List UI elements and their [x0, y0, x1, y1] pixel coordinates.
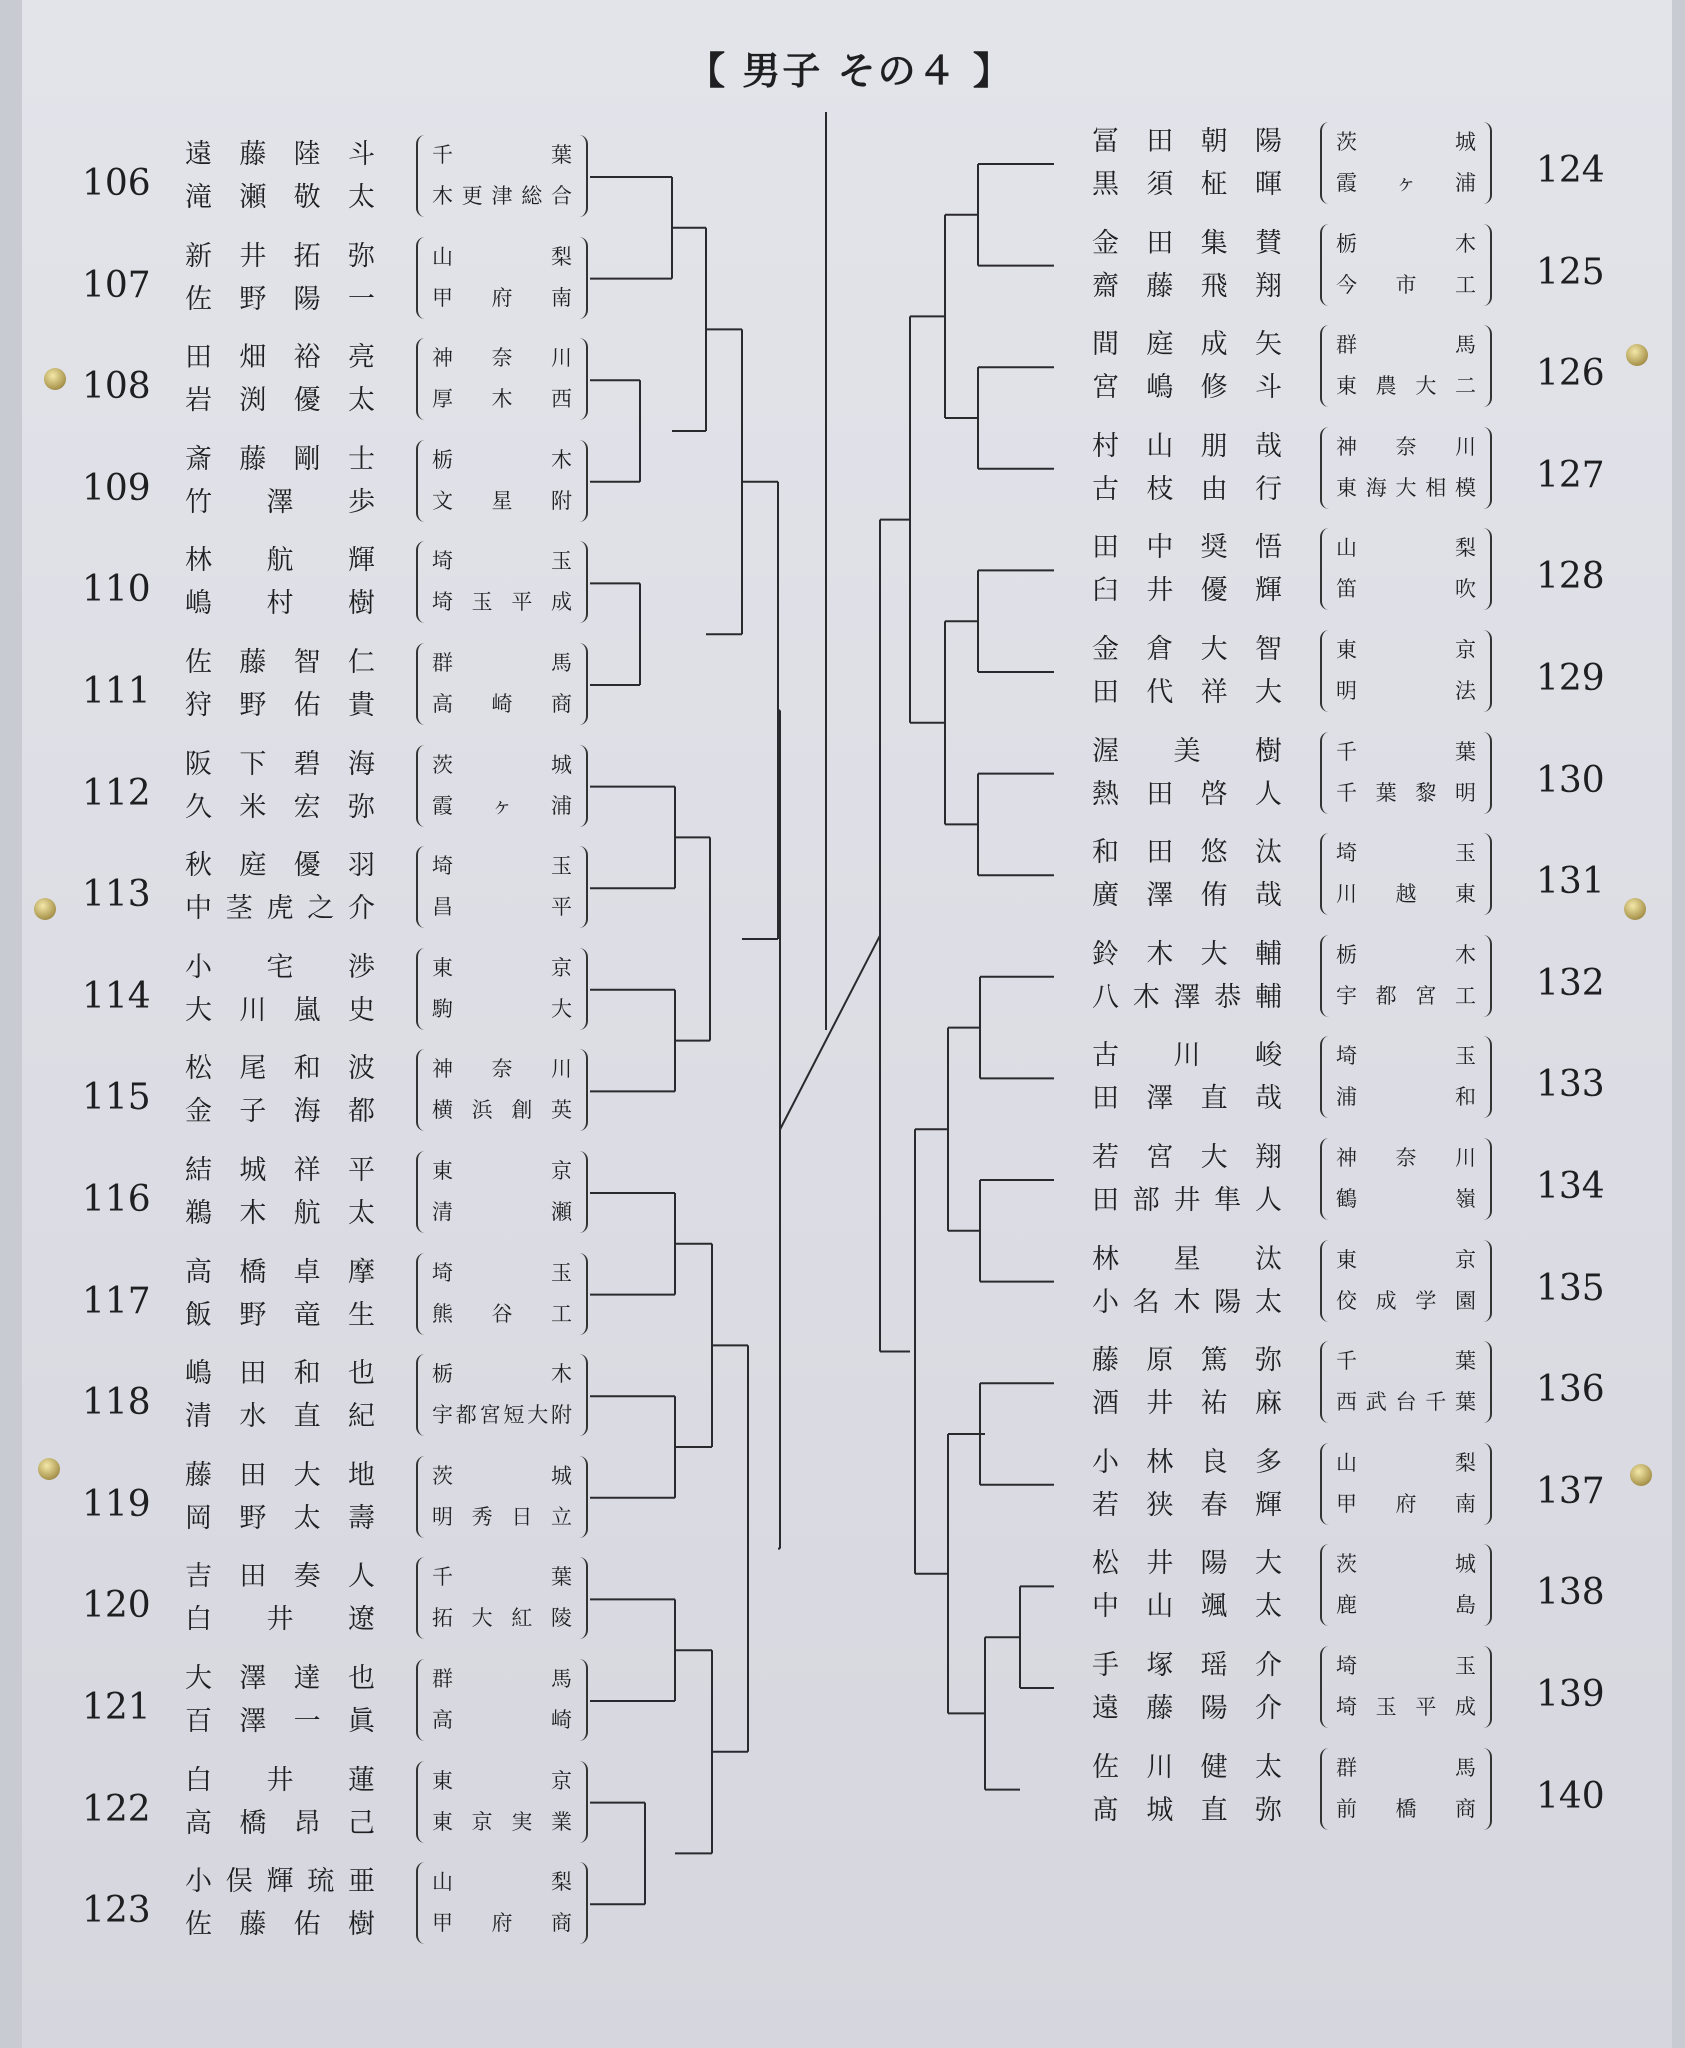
school-brace — [1320, 732, 1492, 814]
school-label: 西 武 台 千 葉 — [1336, 1390, 1476, 1415]
player-name: 間 庭 成 矢 — [1092, 329, 1282, 361]
school-brace — [1320, 1646, 1492, 1728]
player-name: 滝 瀬 敬 太 — [185, 182, 375, 213]
match-number: 125 — [1536, 251, 1605, 293]
player-name: 黒 須 柾 暉 — [1092, 169, 1282, 200]
prefecture-label: 山 梨 — [432, 244, 572, 269]
prefecture-label: 神 奈 川 — [1336, 434, 1476, 459]
player-name: 冨 田 朝 陽 — [1092, 126, 1282, 157]
player-name: 廣 澤 侑 哉 — [1092, 880, 1282, 912]
match-number: 114 — [82, 975, 151, 1017]
prefecture-label: 千 葉 — [432, 143, 572, 167]
school-label: 埼 玉 平 成 — [1336, 1695, 1476, 1719]
player-name: 白 井 蓮 — [185, 1764, 375, 1796]
player-names — [1092, 933, 1282, 1019]
prefecture-label: 栃 木 — [1336, 942, 1476, 967]
match-entry-136 — [0, 1339, 1685, 1441]
player-name: 古 川 峻 — [1092, 1040, 1282, 1072]
player-name: 田 部 井 隼 人 — [1092, 1185, 1282, 1216]
player-name: 鵜 木 航 太 — [185, 1198, 375, 1229]
player-name: 手 塚 瑶 介 — [1092, 1650, 1282, 1681]
player-name: 鈴 木 大 輔 — [1092, 938, 1282, 970]
player-names — [1092, 1644, 1282, 1730]
school-label: 鶴 嶺 — [1336, 1187, 1476, 1211]
player-names — [1092, 1746, 1282, 1832]
player-name: 嶋 田 和 也 — [185, 1358, 375, 1390]
match-number: 137 — [1536, 1470, 1605, 1512]
school-label: 霞 ヶ 浦 — [1336, 171, 1476, 195]
player-name: 高 橋 昂 己 — [185, 1807, 375, 1839]
prefecture-label: 埼 玉 — [1336, 1044, 1476, 1069]
player-name: 岩 渕 優 太 — [185, 385, 375, 417]
player-name: 熱 田 啓 人 — [1092, 778, 1282, 810]
school-label: 前 橋 商 — [1336, 1796, 1476, 1821]
player-name: 金 田 集 賛 — [1092, 227, 1282, 259]
player-name: 佐 川 健 太 — [1092, 1751, 1282, 1783]
prefecture-label: 栃 木 — [432, 1362, 572, 1387]
prefecture-label: 栃 木 — [432, 447, 572, 472]
player-name: 渥 美 樹 — [1092, 735, 1282, 767]
player-name: 田 畑 裕 亮 — [185, 342, 375, 374]
player-name: 嶋 村 樹 — [185, 588, 375, 620]
match-number: 134 — [1536, 1166, 1605, 1207]
match-number: 129 — [1536, 658, 1605, 699]
school-label: 甲 府 南 — [1336, 1491, 1476, 1516]
match-entry-138 — [0, 1542, 1685, 1644]
match-number: 110 — [82, 569, 151, 611]
player-name: 白 井 遼 — [185, 1604, 375, 1636]
prefecture-label: 茨 城 — [432, 752, 572, 777]
player-name: 臼 井 優 輝 — [1092, 575, 1282, 607]
prefecture-label: 東 京 — [432, 955, 572, 980]
school-label: 横 浜 創 英 — [432, 1098, 572, 1123]
pin-icon — [38, 1458, 60, 1480]
match-number: 139 — [1536, 1674, 1605, 1715]
school-brace — [416, 1862, 588, 1944]
player-names — [1092, 120, 1282, 206]
player-name: 高 橋 卓 摩 — [185, 1256, 375, 1288]
school-label: 駒 大 — [432, 996, 572, 1021]
prefecture-label: 山 梨 — [1336, 1450, 1476, 1475]
school-label: 東 農 大 二 — [1336, 374, 1476, 399]
player-name: 小 俣 輝 琉 亜 — [185, 1866, 375, 1898]
player-name: 宮 嶋 修 斗 — [1092, 372, 1282, 404]
player-name: 遠 藤 陽 介 — [1092, 1693, 1282, 1724]
player-names — [1092, 831, 1282, 917]
pin-icon — [1624, 898, 1646, 920]
player-name: 大 川 嵐 史 — [185, 994, 375, 1026]
player-name: 酒 井 祐 麻 — [1092, 1388, 1282, 1420]
school-label: 厚 木 西 — [432, 387, 572, 412]
school-label: 甲 府 南 — [432, 285, 572, 310]
match-number: 131 — [1536, 861, 1605, 903]
player-name: 髙 城 直 弥 — [1092, 1794, 1282, 1826]
player-name: 齋 藤 飛 翔 — [1092, 270, 1282, 302]
match-number: 124 — [1536, 150, 1605, 191]
match-number: 106 — [82, 163, 151, 204]
school-brace — [1320, 122, 1492, 204]
player-name: 藤 田 大 地 — [185, 1459, 375, 1491]
match-number: 122 — [82, 1788, 151, 1830]
player-name: 金 倉 大 智 — [1092, 634, 1282, 665]
school-brace — [1320, 224, 1492, 306]
match-number: 121 — [82, 1687, 151, 1728]
school-label: 高 崎 商 — [432, 692, 572, 716]
match-entry-137 — [0, 1441, 1685, 1543]
prefecture-label: 神 奈 川 — [1336, 1146, 1476, 1170]
match-number: 120 — [82, 1585, 151, 1627]
prefecture-label: 茨 城 — [432, 1463, 572, 1488]
prefecture-label: 山 梨 — [432, 1870, 572, 1895]
player-name: 小 林 良 多 — [1092, 1446, 1282, 1478]
match-number: 119 — [82, 1483, 151, 1525]
match-number: 135 — [1536, 1267, 1605, 1309]
school-brace — [1320, 1036, 1492, 1118]
player-name: 結 城 祥 平 — [185, 1155, 375, 1186]
player-names — [1092, 425, 1282, 511]
school-label: 埼 玉 平 成 — [432, 590, 572, 615]
school-brace — [1320, 427, 1492, 509]
match-entry-130 — [0, 730, 1685, 832]
player-name: 若 狭 春 輝 — [1092, 1489, 1282, 1521]
player-names — [1092, 1542, 1282, 1628]
school-brace — [1320, 935, 1492, 1017]
school-label: 笛 吹 — [1336, 577, 1476, 602]
player-name: 中 山 颯 太 — [1092, 1591, 1282, 1623]
prefecture-label: 埼 玉 — [1336, 841, 1476, 866]
prefecture-label: 東 京 — [1336, 638, 1476, 662]
player-name: 和 田 悠 汰 — [1092, 837, 1282, 869]
player-name: 岡 野 太 壽 — [185, 1502, 375, 1534]
prefecture-label: 群 馬 — [432, 651, 572, 675]
prefecture-label: 茨 城 — [1336, 1552, 1476, 1577]
school-label: 高 崎 — [432, 1708, 572, 1732]
player-name: 林 星 汰 — [1092, 1243, 1282, 1275]
player-name: 大 澤 達 也 — [185, 1663, 375, 1694]
school-brace — [1320, 1240, 1492, 1322]
match-number: 140 — [1536, 1775, 1605, 1817]
school-label: 千 葉 黎 明 — [1336, 780, 1476, 805]
match-number: 107 — [82, 264, 151, 306]
match-entry-126 — [0, 323, 1685, 425]
player-names — [1092, 1238, 1282, 1324]
player-name: 八 木 澤 恭 輔 — [1092, 981, 1282, 1013]
prefecture-label: 神 奈 川 — [432, 346, 572, 371]
pin-icon — [34, 898, 56, 920]
match-number: 112 — [82, 772, 151, 814]
match-number: 136 — [1536, 1369, 1605, 1411]
match-number: 109 — [82, 467, 151, 509]
school-brace — [1320, 325, 1492, 407]
school-label: 文 星 附 — [432, 488, 572, 513]
school-brace — [1320, 1341, 1492, 1423]
player-name: 新 井 拓 弥 — [185, 240, 375, 272]
player-name: 金 子 海 都 — [185, 1096, 375, 1128]
player-name: 村 山 朋 哉 — [1092, 430, 1282, 462]
school-label: 川 越 東 — [1336, 882, 1476, 907]
player-name: 清 水 直 紀 — [185, 1401, 375, 1433]
page-title: 【 男子 その４ 】 — [687, 48, 1013, 93]
player-name: 若 宮 大 翔 — [1092, 1142, 1282, 1173]
match-number: 128 — [1536, 556, 1605, 598]
prefecture-label: 東 京 — [1336, 1247, 1476, 1272]
match-entry-133 — [0, 1034, 1685, 1136]
school-label: 宇 都 宮 工 — [1336, 983, 1476, 1008]
pin-icon — [1626, 344, 1648, 366]
match-number: 126 — [1536, 353, 1605, 395]
school-label: 東 海 大 相 模 — [1336, 475, 1476, 500]
school-label: 拓 大 紅 陵 — [432, 1606, 572, 1631]
prefecture-label: 群 馬 — [1336, 1755, 1476, 1780]
match-number: 117 — [82, 1280, 151, 1322]
player-names — [1092, 222, 1282, 308]
player-name: 佐 藤 佑 樹 — [185, 1909, 375, 1941]
pin-icon — [44, 368, 66, 390]
match-number: 115 — [82, 1077, 151, 1119]
match-number: 118 — [82, 1382, 151, 1424]
player-name: 小 宅 渉 — [185, 951, 375, 983]
player-name: 竹 澤 歩 — [185, 486, 375, 518]
player-names — [1092, 628, 1282, 714]
player-name: 田 代 祥 大 — [1092, 677, 1282, 708]
player-name: 百 澤 一 眞 — [185, 1706, 375, 1737]
school-brace — [1320, 1544, 1492, 1626]
match-entry-131 — [0, 831, 1685, 933]
match-entry-134 — [0, 1136, 1685, 1238]
match-entry-132 — [0, 933, 1685, 1035]
player-names — [1092, 1136, 1282, 1222]
player-name: 古 枝 由 行 — [1092, 473, 1282, 505]
school-label: 明 法 — [1336, 679, 1476, 703]
match-number: 123 — [82, 1890, 151, 1932]
school-brace — [1320, 1138, 1492, 1220]
match-number: 113 — [82, 874, 151, 916]
player-name: 斎 藤 剛 士 — [185, 443, 375, 475]
prefecture-label: 千 葉 — [1336, 739, 1476, 764]
match-number: 133 — [1536, 1064, 1605, 1106]
prefecture-label: 千 葉 — [1336, 1349, 1476, 1374]
player-name: 久 米 宏 弥 — [185, 791, 375, 823]
match-number: 130 — [1536, 759, 1605, 801]
prefecture-label: 埼 玉 — [1336, 1654, 1476, 1678]
player-name: 松 尾 和 波 — [185, 1053, 375, 1085]
player-name: 飯 野 竜 生 — [185, 1299, 375, 1331]
pin-icon — [1630, 1464, 1652, 1486]
prefecture-label: 群 馬 — [432, 1667, 572, 1691]
player-name: 遠 藤 陸 斗 — [185, 139, 375, 170]
player-name: 林 航 輝 — [185, 545, 375, 577]
player-names — [1092, 1441, 1282, 1527]
match-number: 138 — [1536, 1572, 1605, 1614]
prefecture-label: 埼 玉 — [432, 549, 572, 574]
player-names — [1092, 1034, 1282, 1120]
match-entry-140 — [0, 1746, 1685, 1848]
school-label: 熊 谷 工 — [432, 1301, 572, 1326]
school-label: 昌 平 — [432, 895, 572, 920]
match-number: 132 — [1536, 962, 1605, 1004]
prefecture-label: 東 京 — [432, 1768, 572, 1793]
school-label: 佼 成 学 園 — [1336, 1288, 1476, 1313]
player-names — [1092, 730, 1282, 816]
player-name: 阪 下 碧 海 — [185, 748, 375, 780]
prefecture-label: 神 奈 川 — [432, 1057, 572, 1082]
match-number: 127 — [1536, 454, 1605, 496]
prefecture-label: 山 梨 — [1336, 536, 1476, 561]
player-name: 狩 野 佑 貴 — [185, 690, 375, 721]
player-name: 秋 庭 優 羽 — [185, 850, 375, 882]
school-label: 東 京 実 業 — [432, 1809, 572, 1834]
player-names — [1092, 323, 1282, 409]
prefecture-label: 群 馬 — [1336, 333, 1476, 358]
player-name: 松 井 陽 大 — [1092, 1548, 1282, 1580]
school-brace — [1320, 1748, 1492, 1830]
match-number: 111 — [82, 671, 151, 712]
player-name: 吉 田 奏 人 — [185, 1561, 375, 1593]
player-names — [185, 1860, 375, 1946]
school-brace — [1320, 833, 1492, 915]
school-label: 宇 都 宮 短 大 附 — [432, 1403, 572, 1428]
prefecture-label: 埼 玉 — [432, 1260, 572, 1285]
school-label: 清 瀬 — [432, 1200, 572, 1224]
player-names — [1092, 526, 1282, 612]
prefecture-label: 東 京 — [432, 1159, 572, 1183]
school-brace — [1320, 528, 1492, 610]
school-label: 霞 ヶ 浦 — [432, 793, 572, 818]
school-brace — [1320, 630, 1492, 712]
match-entry-123 — [0, 1860, 1685, 1962]
school-label: 明 秀 日 立 — [432, 1504, 572, 1529]
match-number: 116 — [82, 1179, 151, 1220]
prefecture-label: 埼 玉 — [432, 854, 572, 879]
player-name: 中 茎 虎 之 介 — [185, 893, 375, 925]
match-entry-135 — [0, 1238, 1685, 1340]
player-name: 田 中 奨 悟 — [1092, 532, 1282, 564]
player-name: 佐 藤 智 仁 — [185, 647, 375, 678]
school-label: 木 更 津 総 合 — [432, 184, 572, 208]
player-names — [1092, 1339, 1282, 1425]
match-entry-139 — [0, 1644, 1685, 1746]
prefecture-label: 千 葉 — [432, 1565, 572, 1590]
prefecture-label: 茨 城 — [1336, 130, 1476, 154]
prefecture-label: 栃 木 — [1336, 231, 1476, 256]
player-name: 田 澤 直 哉 — [1092, 1083, 1282, 1115]
school-brace — [1320, 1443, 1492, 1525]
school-label: 今 市 工 — [1336, 272, 1476, 297]
match-entry-127 — [0, 425, 1685, 527]
match-number: 108 — [82, 366, 151, 408]
player-name: 藤 原 篤 弥 — [1092, 1345, 1282, 1377]
school-label: 甲 府 商 — [432, 1911, 572, 1936]
school-label: 鹿 島 — [1336, 1593, 1476, 1618]
school-label: 浦 和 — [1336, 1085, 1476, 1110]
match-entry-129 — [0, 628, 1685, 730]
player-name: 小 名 木 陽 太 — [1092, 1286, 1282, 1318]
player-name: 佐 野 陽 一 — [185, 283, 375, 315]
match-entry-128 — [0, 526, 1685, 628]
match-entry-124 — [0, 120, 1685, 222]
match-entry-125 — [0, 222, 1685, 324]
